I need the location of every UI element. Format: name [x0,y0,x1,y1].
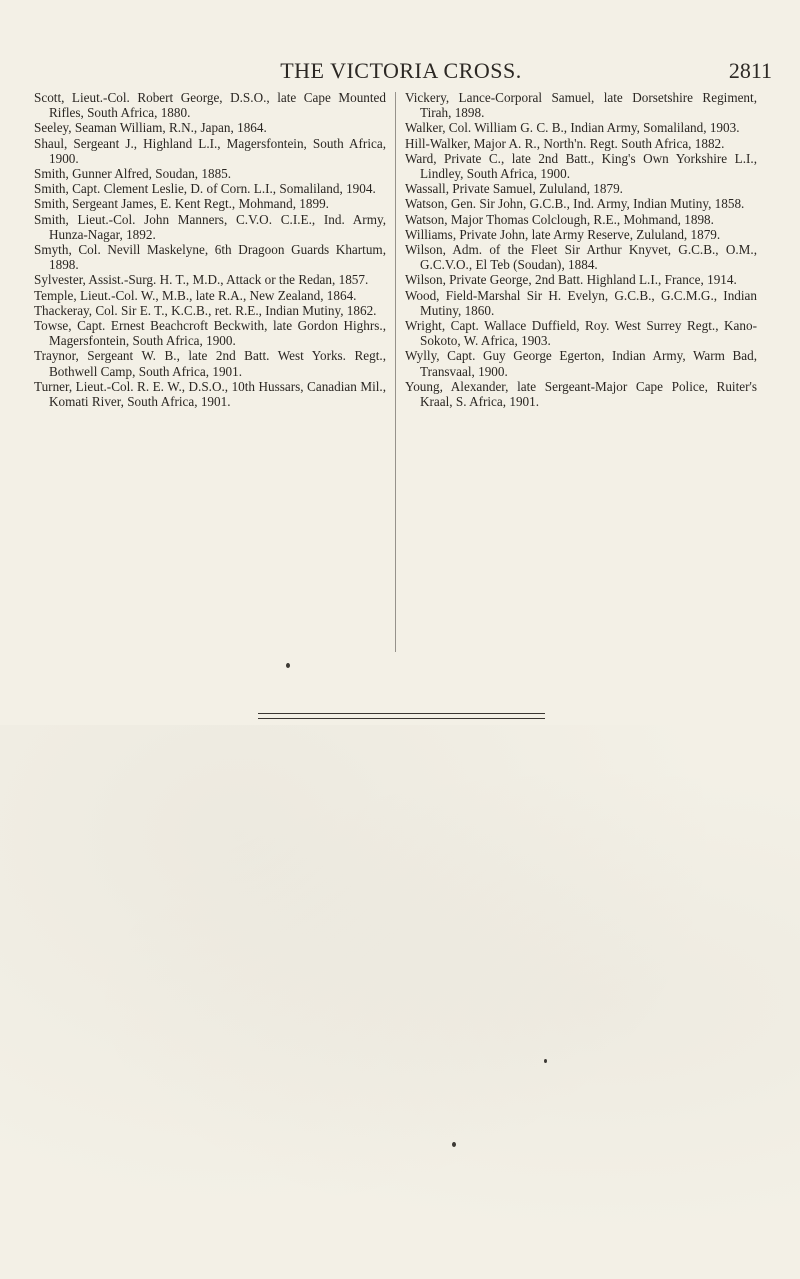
list-entry: Smith, Lieut.-Col. John Manners, C.V.O. C.I.E., Ind. Army, Hunza-Nagar, 1892. [34,211,386,242]
list-entry: Walker, Col. William G. C. B., Indian Army, Somaliland, 1903. [405,120,740,136]
list-entry: Turner, Lieut.-Col. R. E. W., D.S.O., 10th Hussars, Canadian Mil., Komati River, South Africa, 1901. [34,378,386,410]
list-entry: Young, Alexander, late Sergeant-Major Cape Police, Ruiter's Kraal, S. Africa, 1901. [405,378,757,410]
column-divider [395,92,396,652]
page-title: THE VICTORIA CROSS. [280,58,522,83]
list-entry: Smith, Sergeant James, E. Kent Regt., Mohmand, 1899. [34,196,329,212]
ink-speck [452,1142,456,1147]
section-end-rule [258,713,545,719]
list-entry: Ward, Private C., late 2nd Batt., King's Own Yorkshire L.I., Lindley, South Africa, 1900. [405,150,757,182]
left-column [34,90,386,409]
list-entry: Wassall, Private Samuel, Zululand, 1879. [405,181,623,197]
list-entry: Watson, Gen. Sir John, G.C.B., Ind. Army, Indian Mutiny, 1858. [405,196,745,212]
list-entry: Temple, Lieut.-Col. W., M.B., late R.A., New Zealand, 1864. [34,287,357,303]
list-entry: Sylvester, Assist.-Surg. H. T., M.D., Attack or the Redan, 1857. [34,272,369,288]
list-entry: Scott, Lieut.-Col. Robert George, D.S.O., late Cape Mounted Rifles, South Africa, 1880. [34,90,386,121]
list-entry: Smith, Capt. Clement Leslie, D. of Corn. L.I., Somaliland, 1904. [34,181,376,197]
list-entry: Towse, Capt. Ernest Beachcroft Beckwith, late Gordon Highrs., Magersfontein, South Africa, 1900. [34,318,386,349]
list-entry: Wilson, Adm. of the Fleet Sir Arthur Knyvet, G.C.B., O.M., G.C.V.O., El Teb (Soudan), 1884. [405,242,757,273]
list-entry: Watson, Major Thomas Colclough, R.E., Mohmand, 1898. [405,211,714,227]
ink-speck [286,663,290,668]
right-column [405,90,757,409]
list-entry: Wood, Field-Marshal Sir H. Evelyn, G.C.B., G.C.M.G., Indian Mutiny, 1860. [405,287,757,318]
page-number: 2811 [728,58,772,83]
list-entry: Traynor, Sergeant W. B., late 2nd Batt. West Yorks. Regt., Bothwell Camp, South Africa, 1901. [34,348,386,379]
list-entry: Smith, Gunner Alfred, Soudan, 1885. [34,166,232,182]
ink-speck [544,1059,547,1063]
list-entry: Wylly, Capt. Guy George Egerton, Indian Army, Warm Bad, Transvaal, 1900. [405,348,757,379]
list-entry: Seeley, Seaman William, R.N., Japan, 1864. [34,120,267,136]
list-entry: Smyth, Col. Nevill Maskelyne, 6th Dragoon Guards Khartum, 1898. [34,242,386,273]
list-entry: Shaul, Sergeant J., Highland L.I., Magersfontein, South Africa, 1900. [34,135,386,166]
list-entry: Williams, Private John, late Army Reserve, Zululand, 1879. [405,226,721,242]
list-entry: Wright, Capt. Wallace Duffield, Roy. West Surrey Regt., Kano-Sokoto, W. Africa, 1903. [405,318,757,349]
list-entry: Wilson, Private George, 2nd Batt. Highland L.I., France, 1914. [405,272,737,288]
list-entry: Hill-Walker, Major A. R., North'n. Regt. South Africa, 1882. [405,135,725,151]
page-header [30,58,772,86]
list-entry: Vickery, Lance-Corporal Samuel, late Dorsetshire Regiment, Tirah, 1898. [405,90,757,121]
list-entry: Thackeray, Col. Sir E. T., K.C.B., ret. R.E., Indian Mutiny, 1862. [34,302,377,318]
reverse-side-bleed-through [0,725,800,1279]
